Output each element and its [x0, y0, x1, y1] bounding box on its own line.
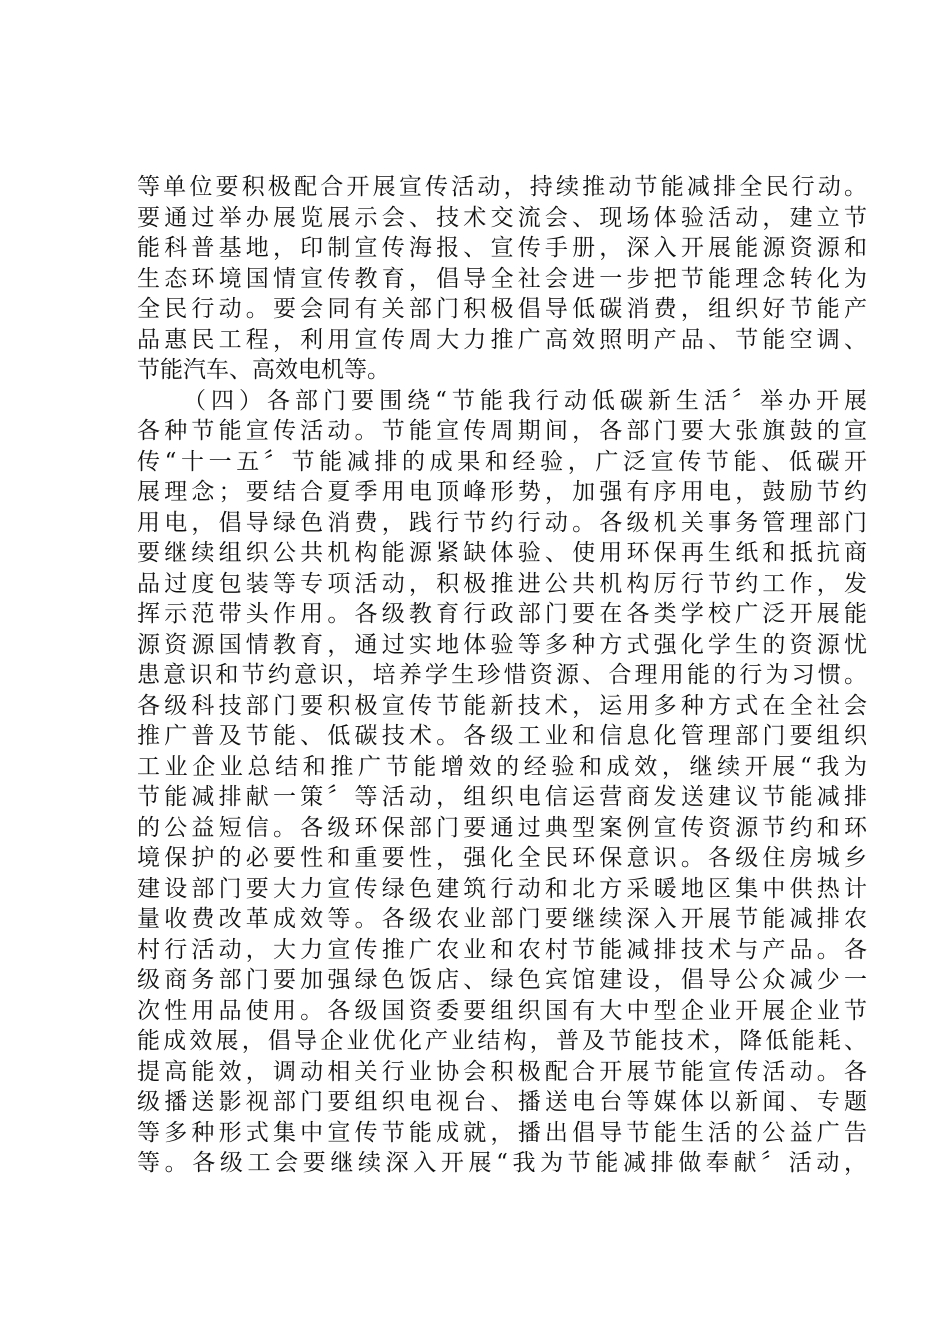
text-line: 源资源国情教育，通过实地体验等多种方式强化学生的资源忧	[137, 631, 867, 658]
paragraph-1	[137, 172, 867, 386]
document-body	[137, 172, 867, 1179]
text-line: 各级科技部门要积极宣传节能新技术，运用多种方式在全社会	[137, 692, 867, 719]
text-line: 级播送影视部门要组织电视台、播送电台等媒体以新闻、专题	[137, 1089, 867, 1115]
text-line: 级商务部门要加强绿色饭店、绿色宾馆建设，倡导公众减少一	[137, 967, 867, 993]
text-line: 要通过举办展览展示会、技术交流会、现场体验活动，建立节	[137, 204, 867, 231]
paragraph-2	[137, 386, 867, 1179]
text-line: 要继续组织公共机构能源紧缺体验、使用环保再生纸和抵抗商	[137, 540, 867, 566]
text-line: 等多种形式集中宣传节能成就，播出倡导节能生活的公益广告	[137, 1119, 867, 1146]
text-line: 提高能效，调动相关行业协会积极配合开展节能宣传活动。各	[137, 1058, 867, 1085]
text-line: 的公益短信。各级环保部门要通过典型案例宣传资源节约和环	[137, 814, 867, 841]
text-line: 建设部门要大力宣传绿色建筑行动和北方采暖地区集中供热计	[137, 875, 867, 902]
text-line: 能科普基地，印制宣传海报、宣传手册，深入开展能源资源和	[137, 235, 867, 261]
text-line: 品过度包装等专项活动，积极推进公共机构厉行节约工作，发	[137, 570, 867, 597]
text-line: 村行活动，大力宣传推广农业和农村节能减排技术与产品。各	[137, 936, 867, 963]
text-line: 挥示范带头作用。各级教育行政部门要在各类学校广泛开展能	[137, 601, 867, 627]
text-line: 等。各级工会要继续深入开展“我为节能减排做奉献〞活动，	[137, 1150, 867, 1176]
text-line: 工业企业总结和推广节能增效的经验和成效，继续开展“我为	[137, 753, 867, 780]
text-line: 生态环境国情宣传教育，倡导全社会进一步把节能理念转化为	[137, 265, 867, 292]
text-line: 展理念；要结合夏季用电顶峰形势，加强有序用电，鼓励节约	[137, 479, 867, 505]
text-line: 等单位要积极配合开展宣传活动，持续推动节能减排全民行动。	[137, 174, 867, 200]
text-line: 各种节能宣传活动。节能宣传周期间，各部门要大张旗鼓的宣	[137, 418, 867, 444]
text-line: 次性用品使用。各级国资委要组织国有大中型企业开展企业节	[137, 997, 867, 1024]
text-line: 全民行动。要会同有关部门积极倡导低碳消费，组织好节能产	[137, 296, 867, 322]
text-line: 境保护的必要性和重要性，强化全民环保意识。各级住房城乡	[137, 845, 867, 871]
text-line: （四）各部门要围绕“节能我行动低碳新生活〞举办开展	[183, 387, 867, 414]
text-line: 量收费改革成效等。各级农业部门要继续深入开展节能减排农	[137, 906, 867, 932]
text-line: 推广普及节能、低碳技术。各级工业和信息化管理部门要组织	[137, 723, 867, 749]
text-line: 节能减排献一策〞等活动，组织电信运营商发送建议节能减排	[137, 784, 867, 810]
text-line: 品惠民工程，利用宣传周大力推广高效照明产品、节能空调、	[137, 326, 867, 353]
text-line: 传“十一五〞节能减排的成果和经验，广泛宣传节能、低碳开	[137, 448, 867, 475]
text-line: 节能汽车、高效电机等。	[137, 357, 390, 383]
text-line: 患意识和节约意识，培养学生珍惜资源、合理用能的行为习惯。	[137, 662, 867, 688]
text-line: 能成效展，倡导企业优化产业结构，普及节能技术，降低能耗、	[137, 1028, 867, 1054]
text-line: 用电，倡导绿色消费，践行节约行动。各级机关事务管理部门	[137, 509, 867, 536]
